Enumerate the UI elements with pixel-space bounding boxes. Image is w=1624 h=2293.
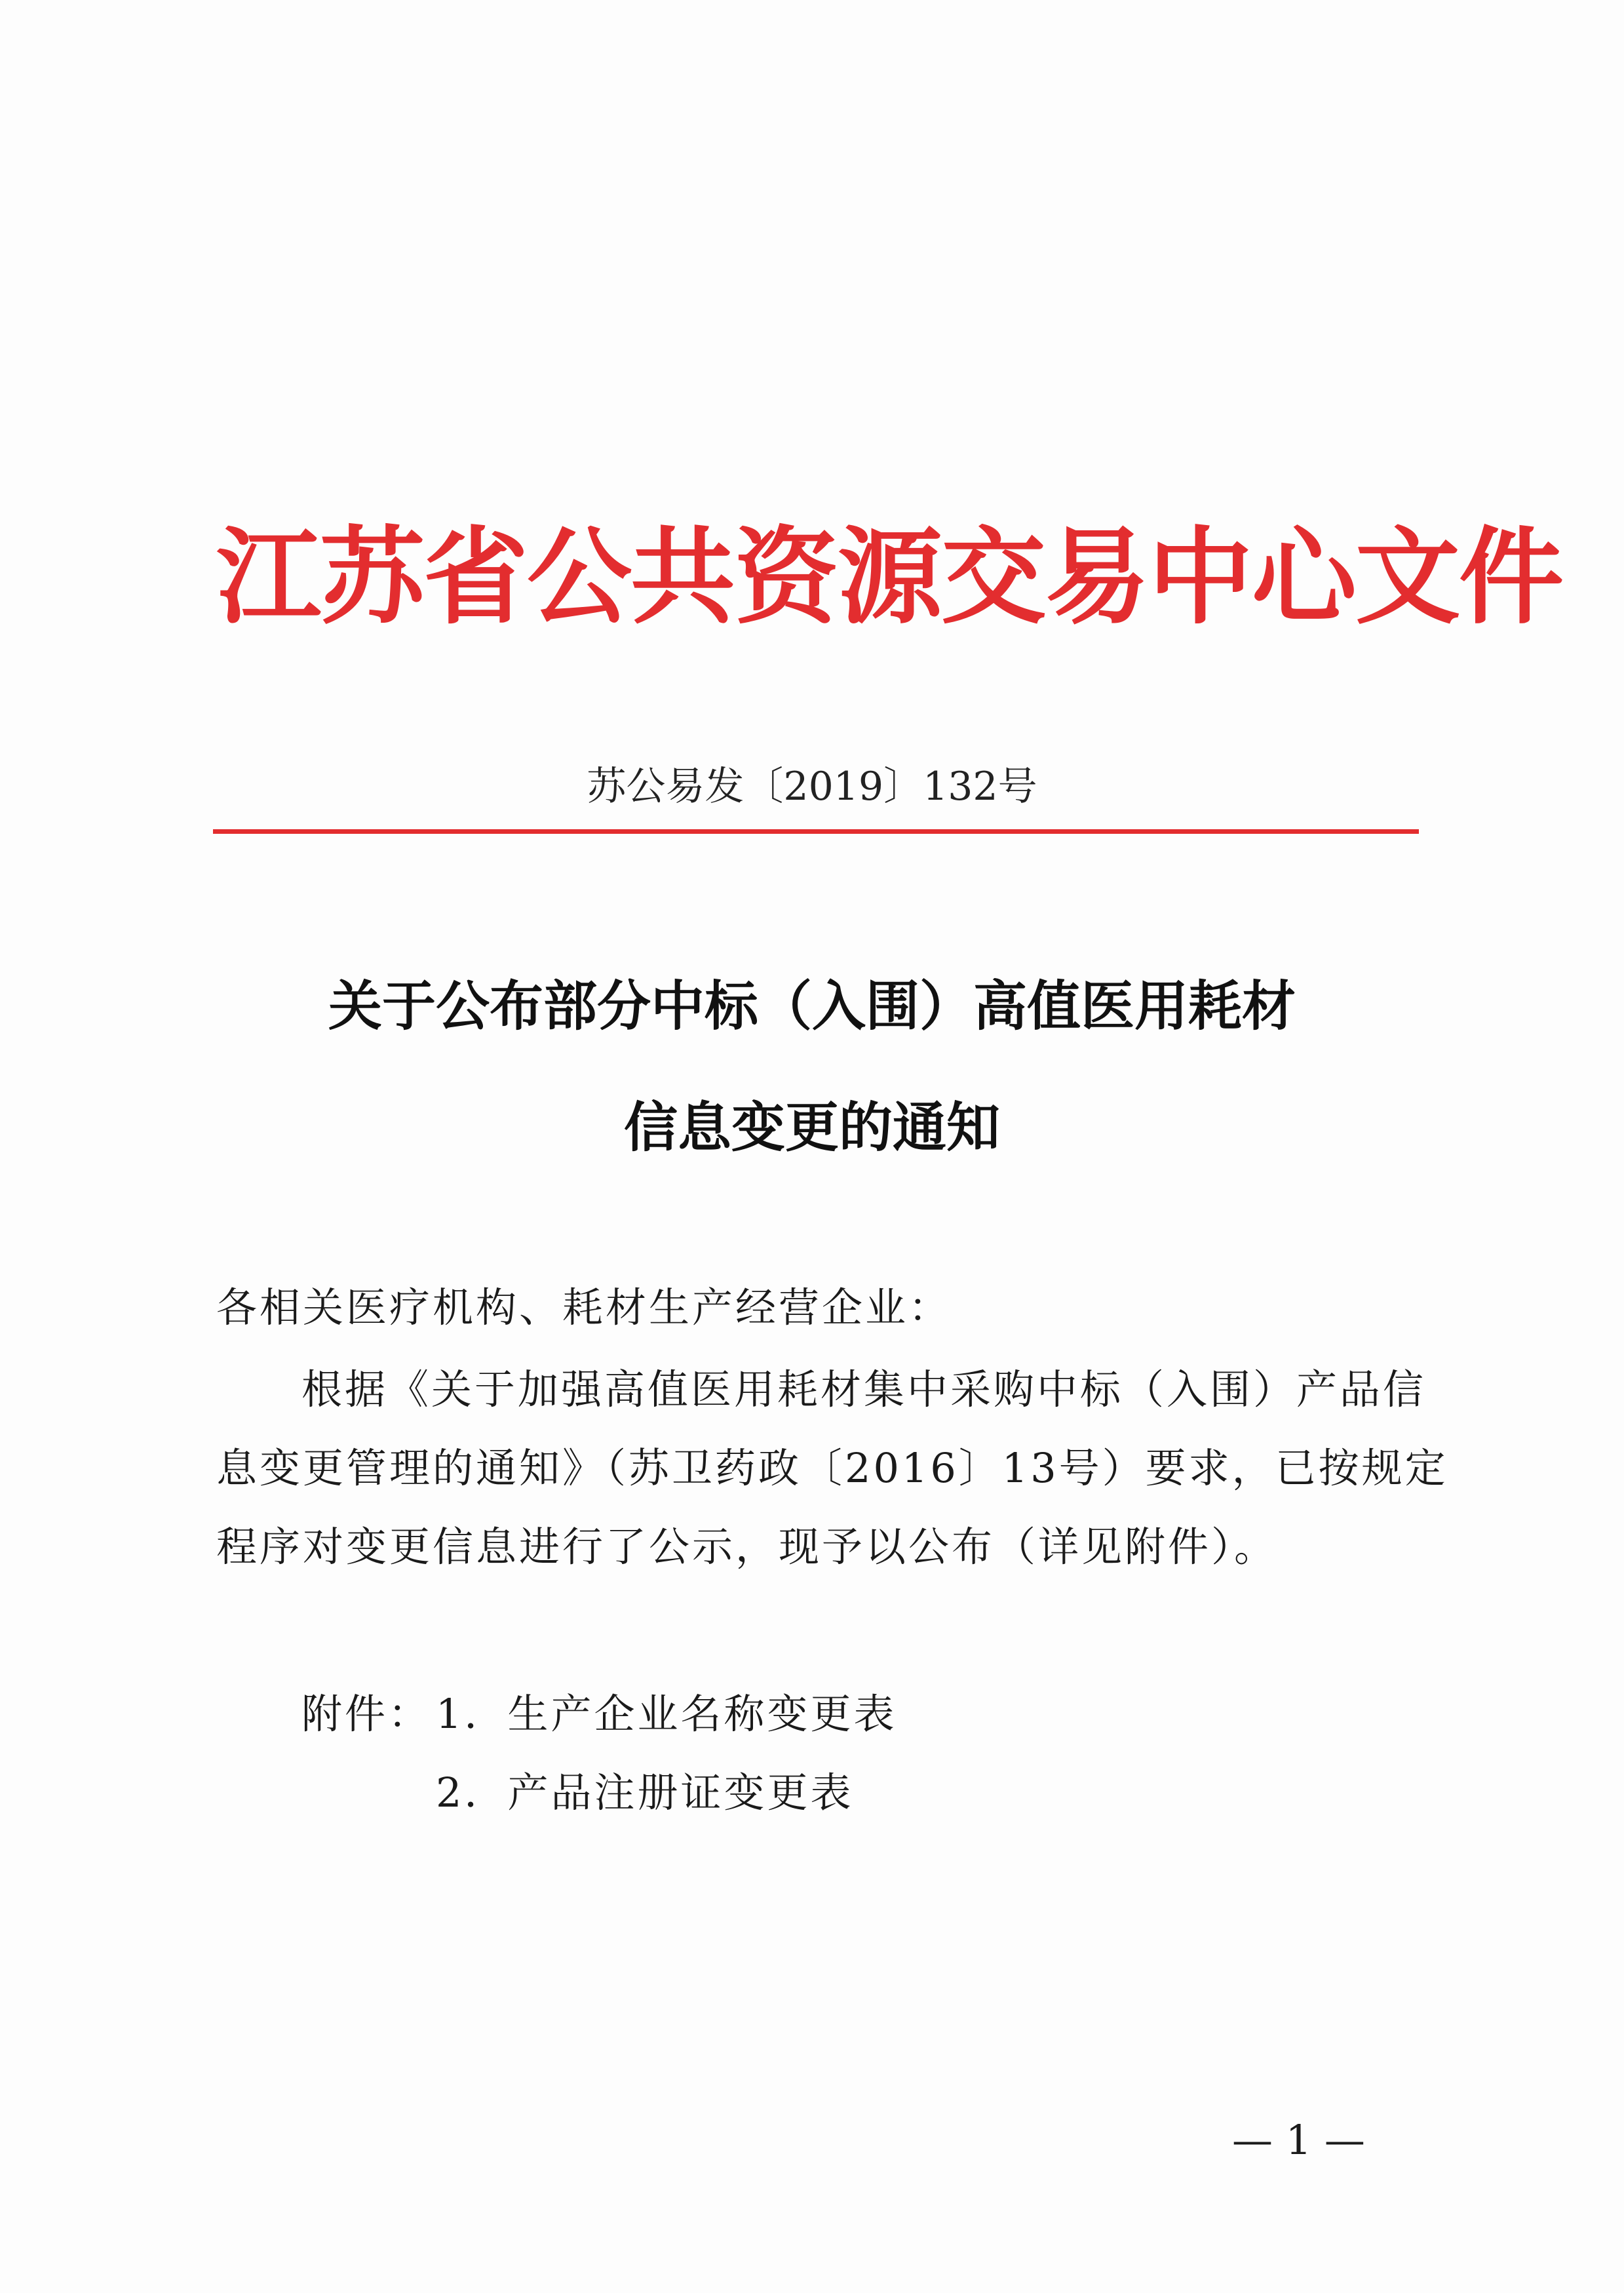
red-separator-line — [213, 829, 1419, 834]
notice-title-line-1: 关于公布部分中标（入围）高值医用耗材 — [328, 975, 1296, 1038]
body-paragraph-line-3: 程序对变更信息进行了公示，现予以公布（详见附件）。 — [216, 1523, 1278, 1571]
attachments-label: 附件： — [301, 1690, 432, 1738]
attachment-item-2: 2．产品注册证变更表 — [436, 1769, 854, 1816]
attachment-item-1: 1．生产企业名称变更表 — [436, 1690, 897, 1738]
page-number: — 1 — — [1232, 2116, 1365, 2164]
notice-title-line-2: 信息变更的通知 — [623, 1096, 1000, 1159]
issuing-organization-title: 江苏省公共资源交易中心文件 — [216, 515, 1563, 638]
salutation: 各相关医疗机构、耗材生产经营企业： — [216, 1284, 952, 1331]
body-paragraph-line-2: 息变更管理的通知》（苏卫药政〔2016〕13号）要求，已按规定 — [216, 1444, 1448, 1492]
document-number: 苏公易发〔2019〕132号 — [587, 764, 1037, 810]
body-paragraph-line-1: 根据《关于加强高值医用耗材集中采购中标（入围）产品信 — [301, 1365, 1427, 1413]
